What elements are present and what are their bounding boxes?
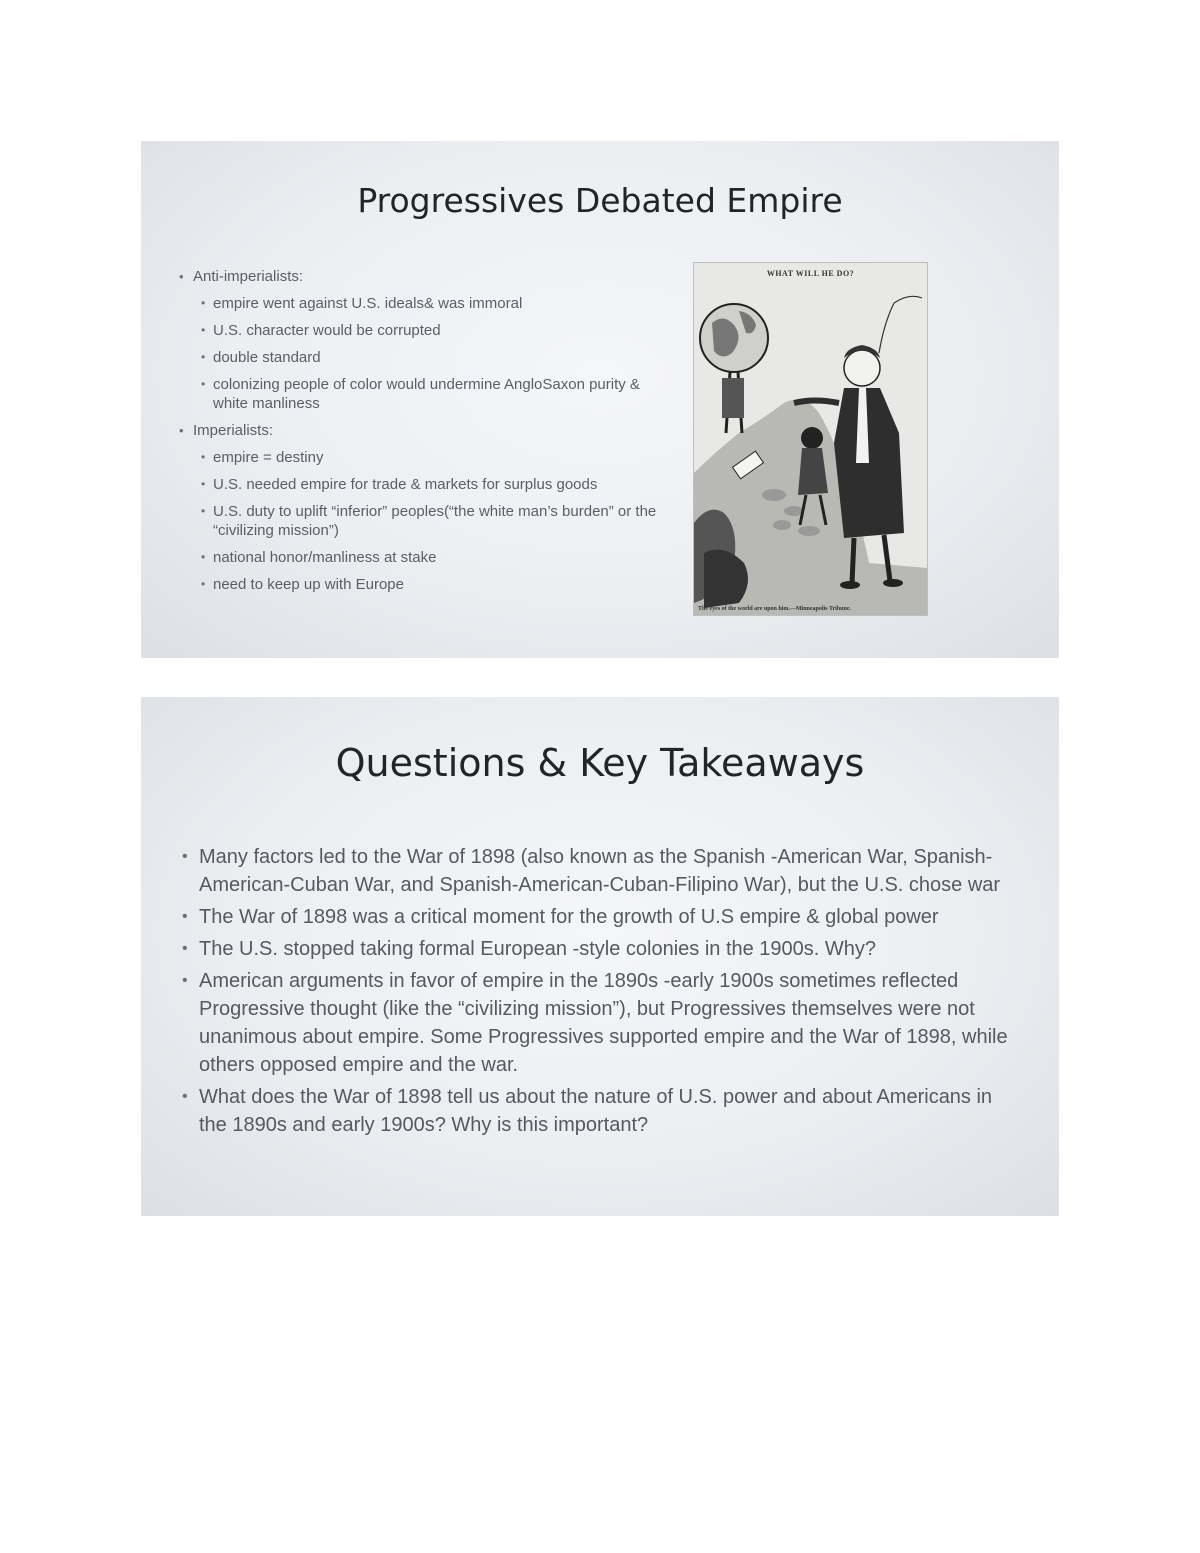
bullet-item: • empire went against U.S. ideals& was immoral	[179, 294, 679, 313]
bullet-item: • The War of 1898 was a critical moment for the growth of U.S empire & global power	[182, 903, 1022, 931]
bullet-item: • national honor/manliness at stake	[179, 548, 679, 567]
bullet-item: • empire = destiny	[179, 448, 679, 467]
bullet-item: • colonizing people of color would undermine AngloSaxon purity & white manliness	[179, 375, 679, 413]
bullet-list	[179, 267, 679, 602]
cartoon-caption: The eyes of the world are upon him.—Minneapolis Tribune.	[698, 606, 852, 612]
bullet-group-label: • Anti-imperialists:	[179, 267, 679, 286]
bullet-item: • need to keep up with Europe	[179, 575, 679, 594]
slide-questions-key-takeaways	[141, 697, 1059, 1216]
slide-progressives-debated-empire	[141, 141, 1059, 658]
bullet-item: • American arguments in favor of empire in the 1890s -early 1900s sometimes reflected Progressive thought (like the “civilizing mission”), but Progressives themselves were not unanimous about empire. Some Progressives supported empire and the War of 1898, while others opposed empire and the war.	[182, 967, 1022, 1079]
bullet-item: • double standard	[179, 348, 679, 367]
bullet-list	[182, 843, 1022, 1143]
bullet-item: • U.S. duty to uplift “inferior” peoples(“the white man’s burden” or the “civilizing mission”)	[179, 502, 679, 540]
bullet-item: • U.S. character would be corrupted	[179, 321, 679, 340]
cartoon-illustration	[694, 263, 927, 615]
bullet-item: • U.S. needed empire for trade & markets for surplus goods	[179, 475, 679, 494]
bullet-item: • Many factors led to the War of 1898 (also known as the Spanish -American War, Spanish-American-Cuban War, and Spanish-American-Cuban-Filipino War), but the U.S. chose war	[182, 843, 1022, 899]
cartoon-title: WHAT WILL HE DO?	[766, 269, 855, 278]
slide-title: Progressives Debated Empire	[357, 181, 843, 220]
bullet-group-label: • Imperialists:	[179, 421, 679, 440]
political-cartoon-image	[693, 262, 928, 616]
slide-title: Questions & Key Takeaways	[335, 741, 865, 785]
bullet-item: • What does the War of 1898 tell us about the nature of U.S. power and about Americans in the 1890s and early 1900s? Why is this important?	[182, 1083, 1022, 1139]
bullet-item: • The U.S. stopped taking formal European -style colonies in the 1900s. Why?	[182, 935, 1022, 963]
